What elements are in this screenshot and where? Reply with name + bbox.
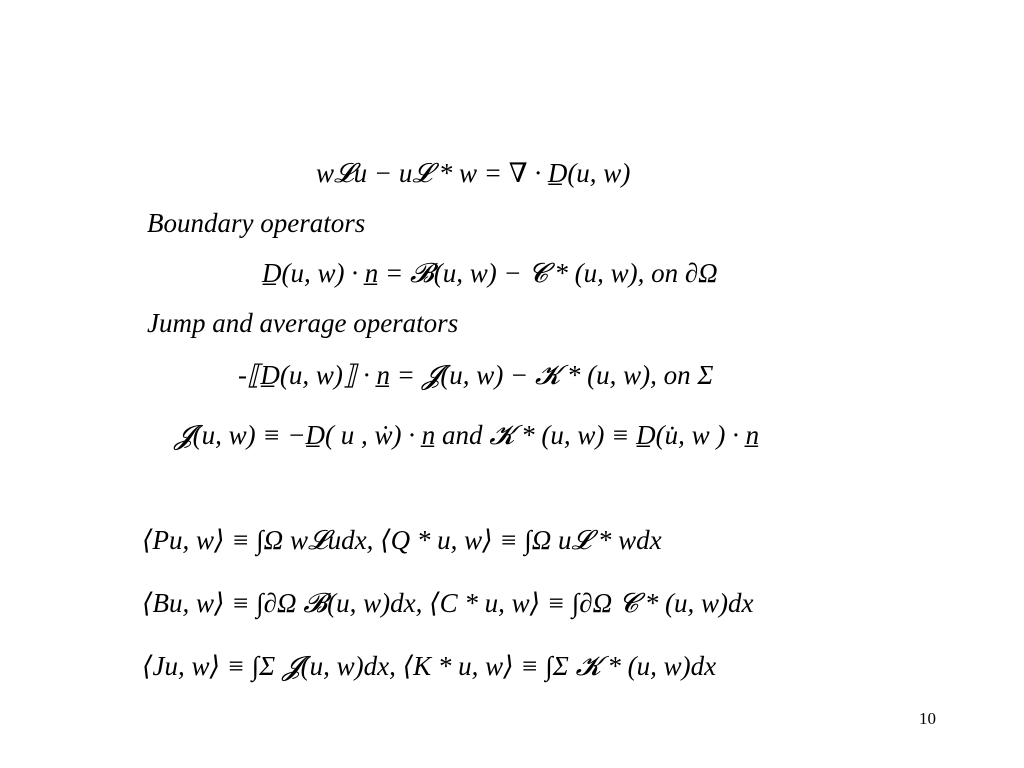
pairings-bc-equation: ⟨Bu, w⟩ ≡ ∫∂Ω 𝓑(u, w)dx, ⟨C * u, w⟩ ≡ ∫∂Ω 𝓒 * (u, w)dx	[142, 588, 754, 618]
jump-relation-equation: -⟦D̲(u, w)⟧ · n̲ = 𝓙(u, w) − 𝓚 * (u, w), on Σ	[238, 360, 714, 390]
jump-average-heading: Jump and average operators	[147, 308, 459, 338]
pairings-pq-equation: ⟨Pu, w⟩ ≡ ∫Ω w𝓛udx, ⟨Q * u, w⟩ ≡ ∫Ω u𝓛 * wdx	[142, 525, 662, 555]
page-number: 10	[919, 709, 936, 728]
boundary-relation-equation: D̲(u, w) · n̲ = 𝓑(u, w) − 𝓒 * (u, w), on ∂Ω	[262, 258, 718, 288]
boundary-operators-heading: Boundary operators	[147, 208, 366, 238]
bilinear-identity-equation: w𝓛u − u𝓛 * w = ∇ · D̲(u, w)	[316, 158, 631, 188]
jump-definitions-equation: 𝓙(u, w) ≡ −D̲( u , ẇ) · n̲ and 𝓚 * (u, w) ≡ D̲(u̇, w ) · n̲	[174, 420, 760, 450]
pairings-jk-equation: ⟨Ju, w⟩ ≡ ∫Σ 𝓙(u, w)dx, ⟨K * u, w⟩ ≡ ∫Σ 𝓚 * (u, w)dx	[142, 651, 717, 681]
